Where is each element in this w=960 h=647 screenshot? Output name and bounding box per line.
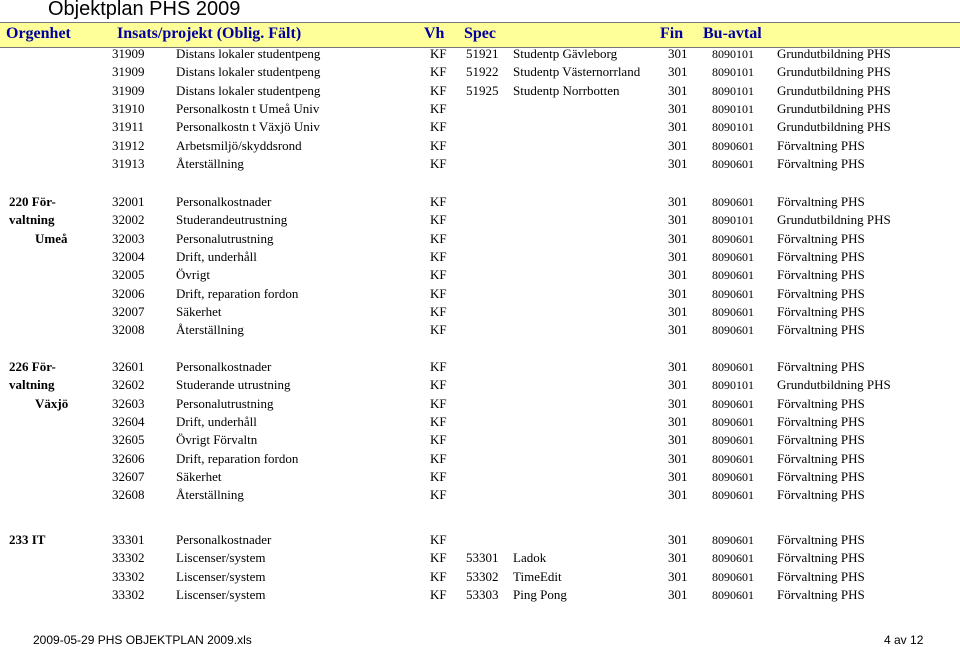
cell-fin: 301 — [668, 212, 688, 228]
cell-name: Personalutrustning — [176, 395, 274, 411]
cell-cost-center: 8090601 — [712, 138, 754, 153]
cell-vh: KF — [430, 137, 447, 153]
cell-bu-avtal: Förvaltning PHS — [777, 568, 865, 584]
cell-spec: 53301 — [466, 550, 499, 566]
cell-name: Återställning — [176, 487, 244, 503]
cell-name: Drift, reparation fordon — [176, 285, 299, 301]
cell-name: Säkerhet — [176, 303, 222, 319]
cell-vh: KF — [430, 119, 447, 135]
cell-bu-avtal: Förvaltning PHS — [777, 359, 865, 374]
cell-vh: KF — [430, 432, 447, 448]
cell-vh: KF — [430, 82, 447, 98]
cell-fin: 301 — [668, 395, 688, 411]
cell-fin: 301 — [668, 432, 688, 448]
cell-vh: KF — [430, 450, 447, 466]
cell-code: 32002 — [112, 212, 145, 228]
cell-bu-avtal: Förvaltning PHS — [777, 413, 865, 429]
cell-vh: KF — [430, 212, 447, 228]
cell-spec: 51925 — [466, 82, 499, 98]
cell-fin: 301 — [668, 568, 688, 584]
cell-spec: 51922 — [466, 64, 499, 80]
cell-vh: KF — [430, 64, 447, 80]
cell-cost-center: 8090601 — [712, 304, 754, 319]
cell-fin: 301 — [668, 586, 688, 602]
header-orgenhet: Orgenhet — [6, 25, 71, 42]
cell-cost-center: 8090601 — [712, 195, 754, 209]
cell-cost-center: 8090101 — [712, 101, 754, 116]
cell-code: 32007 — [112, 303, 145, 319]
cell-spec: 53302 — [466, 568, 499, 584]
cell-name: Återställning — [176, 155, 244, 171]
cell-code: 31909 — [112, 82, 145, 98]
cell-code: 32601 — [112, 359, 145, 374]
cell-name: Studerande utrustning — [176, 377, 291, 393]
cell-code: 32606 — [112, 450, 145, 466]
cell-fin: 301 — [668, 137, 688, 153]
cell-name: Liscenser/system — [176, 568, 266, 584]
org-unit-label: 226 För- — [9, 359, 56, 374]
cell-fin: 301 — [668, 532, 688, 547]
cell-bu-avtal: Grundutbildning PHS — [777, 100, 891, 116]
cell-name: Distans lokaler studentpeng — [176, 64, 321, 80]
cell-vh: KF — [430, 194, 447, 209]
cell-vh: KF — [430, 46, 447, 61]
page-title: Objektplan PHS 2009 — [48, 0, 241, 20]
cell-vh: KF — [430, 303, 447, 319]
cell-vh: KF — [430, 267, 447, 283]
cell-code: 32004 — [112, 248, 145, 264]
cell-bu-avtal: Förvaltning PHS — [777, 487, 865, 503]
cell-bu-avtal: Förvaltning PHS — [777, 137, 865, 153]
cell-name: Personalutrustning — [176, 230, 274, 246]
cell-bu-avtal: Förvaltning PHS — [777, 155, 865, 171]
cell-cost-center: 8090601 — [712, 249, 754, 264]
cell-cost-center: 8090601 — [712, 587, 754, 602]
cell-name: Personalkostnader — [176, 532, 272, 547]
cell-fin: 301 — [668, 119, 688, 135]
cell-vh: KF — [430, 395, 447, 411]
cell-cost-center: 8090101 — [712, 83, 754, 98]
footer-file-info: 2009-05-29 PHS OBJEKTPLAN 2009.xls — [33, 633, 252, 647]
cell-bu-avtal: Förvaltning PHS — [777, 550, 865, 566]
cell-bu-avtal: Grundutbildning PHS — [777, 377, 891, 393]
cell-spec-name: Studentp Norrbotten — [513, 82, 620, 98]
cell-vh: KF — [430, 413, 447, 429]
cell-fin: 301 — [668, 377, 688, 393]
cell-vh: KF — [430, 155, 447, 171]
cell-name: Återställning — [176, 322, 244, 338]
org-unit-label: valtning — [9, 212, 55, 228]
cell-cost-center: 8090101 — [712, 65, 754, 80]
cell-fin: 301 — [668, 359, 688, 374]
cell-bu-avtal: Förvaltning PHS — [777, 285, 865, 301]
cell-name: Personalkostnader — [176, 359, 272, 374]
cell-cost-center: 8090601 — [712, 231, 754, 246]
cell-code: 31913 — [112, 155, 145, 171]
cell-name: Övrigt Förvaltn — [176, 432, 258, 448]
cell-code: 33302 — [112, 568, 145, 584]
cell-cost-center: 8090601 — [712, 569, 754, 584]
cell-fin: 301 — [668, 550, 688, 566]
cell-name: Liscenser/system — [176, 550, 266, 566]
cell-cost-center: 8090601 — [712, 323, 754, 338]
org-unit-label: valtning — [9, 377, 55, 393]
cell-bu-avtal: Förvaltning PHS — [777, 586, 865, 602]
cell-fin: 301 — [668, 450, 688, 466]
cell-code: 32005 — [112, 267, 145, 283]
cell-name: Personalkostnader — [176, 194, 272, 209]
cell-vh: KF — [430, 100, 447, 116]
cell-vh: KF — [430, 285, 447, 301]
cell-cost-center: 8090601 — [712, 469, 754, 484]
cell-vh: KF — [430, 568, 447, 584]
cell-spec-name: Ladok — [513, 550, 547, 566]
cell-spec-name: Studentp Gävleborg — [513, 46, 618, 61]
cell-bu-avtal: Grundutbildning PHS — [777, 46, 891, 61]
cell-fin: 301 — [668, 155, 688, 171]
cell-vh: KF — [430, 230, 447, 246]
cell-bu-avtal: Förvaltning PHS — [777, 450, 865, 466]
cell-name: Distans lokaler studentpeng — [176, 82, 321, 98]
org-unit-label: 233 IT — [9, 532, 46, 547]
cell-code: 33302 — [112, 586, 145, 602]
cell-fin: 301 — [668, 487, 688, 503]
cell-cost-center: 8090101 — [712, 47, 754, 61]
cell-cost-center: 8090601 — [712, 451, 754, 466]
cell-vh: KF — [430, 468, 447, 484]
cell-vh: KF — [430, 377, 447, 393]
cell-bu-avtal: Förvaltning PHS — [777, 248, 865, 264]
cell-bu-avtal: Förvaltning PHS — [777, 322, 865, 338]
header-buavtal: Bu-avtal — [703, 25, 762, 42]
cell-code: 32604 — [112, 413, 145, 429]
cell-code: 32602 — [112, 377, 145, 393]
cell-fin: 301 — [668, 413, 688, 429]
cell-vh: KF — [430, 487, 447, 503]
cell-bu-avtal: Grundutbildning PHS — [777, 212, 891, 228]
cell-vh: KF — [430, 550, 447, 566]
cell-fin: 301 — [668, 468, 688, 484]
cell-bu-avtal: Förvaltning PHS — [777, 432, 865, 448]
cell-bu-avtal: Förvaltning PHS — [777, 532, 865, 547]
org-unit-label: 220 För- — [9, 194, 56, 209]
cell-code: 32608 — [112, 487, 145, 503]
cell-fin: 301 — [668, 248, 688, 264]
footer-page-number: 4 av 12 — [884, 633, 924, 647]
cell-spec-name: TimeEdit — [513, 568, 562, 584]
cell-vh: KF — [430, 359, 447, 374]
cell-bu-avtal: Förvaltning PHS — [777, 395, 865, 411]
cell-bu-avtal: Förvaltning PHS — [777, 230, 865, 246]
cell-cost-center: 8090101 — [712, 120, 754, 135]
cell-name: Liscenser/system — [176, 586, 266, 602]
cell-cost-center: 8090101 — [712, 378, 754, 393]
cell-name: Övrigt — [176, 267, 210, 283]
org-unit-label: Umeå — [35, 230, 68, 246]
cell-name: Drift, underhåll — [176, 248, 257, 264]
cell-code: 32605 — [112, 432, 145, 448]
cell-name: Arbetsmiljö/skyddsrond — [176, 137, 302, 153]
cell-cost-center: 8090601 — [712, 414, 754, 429]
cell-code: 31909 — [112, 46, 145, 61]
cell-vh: KF — [430, 248, 447, 264]
cell-fin: 301 — [668, 100, 688, 116]
header-vh: Vh — [424, 25, 445, 42]
cell-code: 32008 — [112, 322, 145, 338]
cell-fin: 301 — [668, 82, 688, 98]
cell-code: 32001 — [112, 194, 145, 209]
cell-cost-center: 8090601 — [712, 286, 754, 301]
header-insats: Insats/projekt (Oblig. Fält) — [117, 25, 302, 42]
cell-name: Drift, underhåll — [176, 413, 257, 429]
cell-cost-center: 8090601 — [712, 533, 754, 547]
cell-name: Säkerhet — [176, 468, 222, 484]
cell-bu-avtal: Förvaltning PHS — [777, 303, 865, 319]
cell-name: Distans lokaler studentpeng — [176, 46, 321, 61]
cell-fin: 301 — [668, 230, 688, 246]
cell-fin: 301 — [668, 64, 688, 80]
cell-bu-avtal: Förvaltning PHS — [777, 267, 865, 283]
cell-cost-center: 8090601 — [712, 433, 754, 448]
cell-code: 31910 — [112, 100, 145, 116]
cell-spec: 51921 — [466, 46, 499, 61]
cell-bu-avtal: Förvaltning PHS — [777, 468, 865, 484]
cell-cost-center: 8090601 — [712, 488, 754, 503]
cell-cost-center: 8090601 — [712, 268, 754, 283]
cell-cost-center: 8090601 — [712, 551, 754, 566]
cell-bu-avtal: Grundutbildning PHS — [777, 64, 891, 80]
cell-fin: 301 — [668, 285, 688, 301]
cell-fin: 301 — [668, 194, 688, 209]
cell-code: 32003 — [112, 230, 145, 246]
cell-fin: 301 — [668, 46, 688, 61]
cell-vh: KF — [430, 322, 447, 338]
cell-bu-avtal: Grundutbildning PHS — [777, 82, 891, 98]
cell-spec-name: Studentp Västernorrland — [513, 64, 641, 80]
cell-name: Studerandeutrustning — [176, 212, 288, 228]
cell-cost-center: 8090101 — [712, 213, 754, 228]
cell-bu-avtal: Grundutbildning PHS — [777, 119, 891, 135]
cell-fin: 301 — [668, 303, 688, 319]
cell-cost-center: 8090601 — [712, 156, 754, 171]
cell-code: 33301 — [112, 532, 145, 547]
cell-code: 33302 — [112, 550, 145, 566]
cell-code: 32607 — [112, 468, 145, 484]
cell-cost-center: 8090601 — [712, 396, 754, 411]
cell-cost-center: 8090601 — [712, 360, 754, 374]
cell-code: 32006 — [112, 285, 145, 301]
cell-vh: KF — [430, 586, 447, 602]
cell-name: Personalkostn t Umeå Univ — [176, 100, 320, 116]
cell-code: 31912 — [112, 137, 145, 153]
cell-bu-avtal: Förvaltning PHS — [777, 194, 865, 209]
cell-name: Drift, reparation fordon — [176, 450, 299, 466]
cell-spec: 53303 — [466, 586, 499, 602]
cell-fin: 301 — [668, 322, 688, 338]
header-fin: Fin — [660, 25, 684, 42]
cell-name: Personalkostn t Växjö Univ — [176, 119, 320, 135]
cell-code: 31909 — [112, 64, 145, 80]
cell-code: 31911 — [112, 119, 145, 135]
cell-spec-name: Ping Pong — [513, 586, 567, 602]
org-unit-label: Växjö — [35, 395, 69, 411]
cell-code: 32603 — [112, 395, 145, 411]
cell-fin: 301 — [668, 267, 688, 283]
header-spec: Spec — [464, 25, 496, 42]
cell-vh: KF — [430, 532, 447, 547]
